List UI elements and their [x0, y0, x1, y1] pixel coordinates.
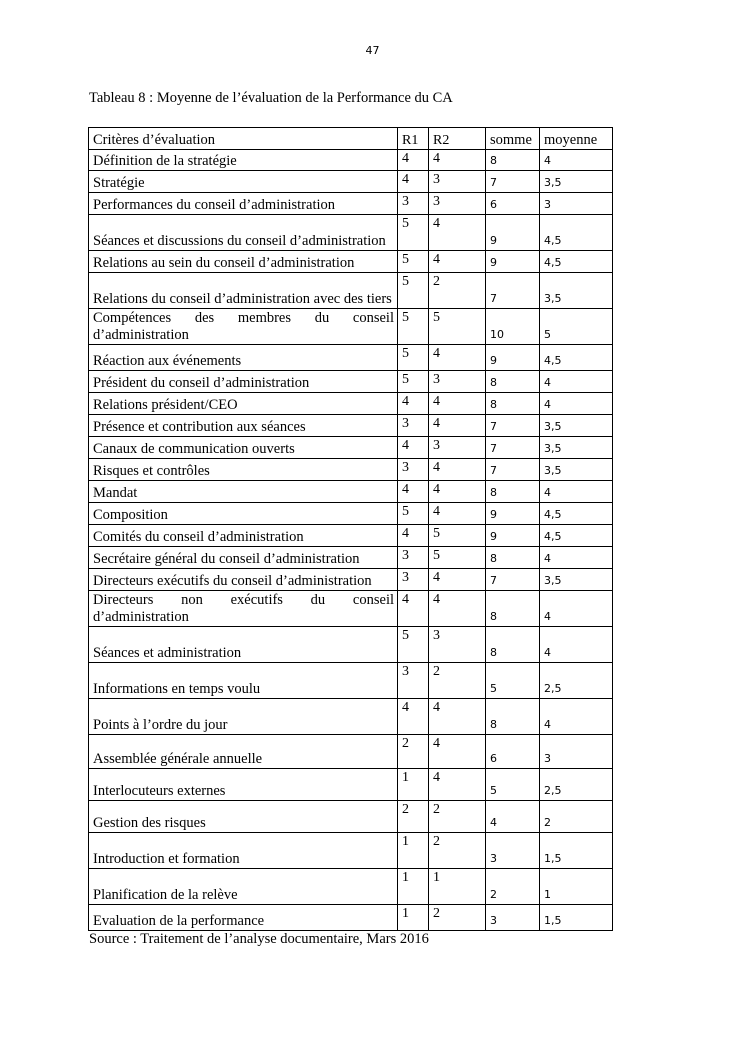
criterion-cell: Compétences des membres du conseil d’administration: [89, 309, 398, 345]
moyenne-cell: 1,5: [540, 905, 613, 931]
r2-cell: 4: [429, 569, 486, 591]
moyenne-cell: 2,5: [540, 663, 613, 699]
r1-cell: 5: [398, 627, 429, 663]
table-row: [89, 251, 613, 273]
r1-cell: 5: [398, 503, 429, 525]
r1-cell: 4: [398, 525, 429, 547]
criterion-cell: Risques et contrôles: [89, 459, 398, 481]
criterion-cell: Introduction et formation: [89, 833, 398, 869]
r2-cell: 4: [429, 735, 486, 769]
r1-cell: 3: [398, 415, 429, 437]
table-row: [89, 415, 613, 437]
somme-cell: 7: [486, 273, 540, 309]
moyenne-cell: 4,5: [540, 251, 613, 273]
r1-cell: 5: [398, 345, 429, 371]
somme-cell: 8: [486, 150, 540, 171]
r2-cell: 4: [429, 481, 486, 503]
r2-cell: 2: [429, 663, 486, 699]
moyenne-cell: 4: [540, 547, 613, 569]
r2-cell: 3: [429, 171, 486, 193]
moyenne-cell: 3: [540, 735, 613, 769]
r2-cell: 3: [429, 193, 486, 215]
r1-cell: 4: [398, 150, 429, 171]
somme-cell: 4: [486, 801, 540, 833]
table-row: [89, 393, 613, 415]
r2-cell: 4: [429, 769, 486, 801]
somme-cell: 7: [486, 415, 540, 437]
r1-cell: 5: [398, 309, 429, 345]
criterion-cell: Comités du conseil d’administration: [89, 525, 398, 547]
r1-cell: 1: [398, 769, 429, 801]
moyenne-cell: 4,5: [540, 525, 613, 547]
r2-cell: 5: [429, 547, 486, 569]
somme-cell: 7: [486, 459, 540, 481]
r1-cell: 3: [398, 193, 429, 215]
header-moyenne: moyenne: [540, 128, 613, 150]
r1-cell: 3: [398, 663, 429, 699]
moyenne-cell: 4: [540, 371, 613, 393]
moyenne-cell: 4: [540, 627, 613, 663]
moyenne-cell: 3: [540, 193, 613, 215]
somme-cell: 9: [486, 251, 540, 273]
somme-cell: 8: [486, 481, 540, 503]
r2-cell: 1: [429, 869, 486, 905]
table-row: [89, 309, 613, 345]
table-row: [89, 459, 613, 481]
criterion-cell: Relations au sein du conseil d’administration: [89, 251, 398, 273]
criterion-cell: Directeurs non exécutifs du conseil d’administration: [89, 591, 398, 627]
page-number: 47: [365, 44, 380, 57]
r2-cell: 4: [429, 699, 486, 735]
r2-cell: 4: [429, 393, 486, 415]
moyenne-cell: 3,5: [540, 273, 613, 309]
somme-cell: 8: [486, 393, 540, 415]
criterion-cell: Assemblée générale annuelle: [89, 735, 398, 769]
table-row: [89, 345, 613, 371]
r1-cell: 4: [398, 699, 429, 735]
table-row: [89, 525, 613, 547]
r2-cell: 4: [429, 415, 486, 437]
somme-cell: 5: [486, 769, 540, 801]
r2-cell: 2: [429, 801, 486, 833]
r2-cell: 3: [429, 437, 486, 459]
r1-cell: 1: [398, 833, 429, 869]
criterion-cell: Interlocuteurs externes: [89, 769, 398, 801]
criterion-cell: Secrétaire général du conseil d’administration: [89, 547, 398, 569]
moyenne-cell: 1: [540, 869, 613, 905]
moyenne-cell: 4,5: [540, 215, 613, 251]
somme-cell: 3: [486, 905, 540, 931]
criterion-cell: Evaluation de la performance: [89, 905, 398, 931]
moyenne-cell: 3,5: [540, 459, 613, 481]
somme-cell: 2: [486, 869, 540, 905]
evaluation-table: [88, 127, 613, 931]
somme-cell: 9: [486, 215, 540, 251]
r2-cell: 5: [429, 525, 486, 547]
r1-cell: 5: [398, 215, 429, 251]
r1-cell: 3: [398, 569, 429, 591]
criterion-cell: Mandat: [89, 481, 398, 503]
moyenne-cell: 4,5: [540, 345, 613, 371]
r2-cell: 2: [429, 905, 486, 931]
criterion-cell: Informations en temps voulu: [89, 663, 398, 699]
criterion-cell: Directeurs exécutifs du conseil d’administration: [89, 569, 398, 591]
table-caption: Tableau 8 : Moyenne de l’évaluation de la Performance du CA: [89, 90, 453, 106]
moyenne-cell: 3,5: [540, 437, 613, 459]
r1-cell: 4: [398, 591, 429, 627]
somme-cell: 8: [486, 699, 540, 735]
table-header-row: [89, 128, 613, 150]
moyenne-cell: 4: [540, 481, 613, 503]
r1-cell: 1: [398, 905, 429, 931]
table-row: [89, 869, 613, 905]
somme-cell: 3: [486, 833, 540, 869]
r2-cell: 4: [429, 251, 486, 273]
somme-cell: 8: [486, 627, 540, 663]
table-row: [89, 371, 613, 393]
somme-cell: 7: [486, 171, 540, 193]
somme-cell: 7: [486, 569, 540, 591]
criterion-cell: Planification de la relève: [89, 869, 398, 905]
somme-cell: 8: [486, 591, 540, 627]
r2-cell: 4: [429, 345, 486, 371]
r2-cell: 4: [429, 459, 486, 481]
moyenne-cell: 2: [540, 801, 613, 833]
criterion-cell: Président du conseil d’administration: [89, 371, 398, 393]
table-row: [89, 273, 613, 309]
table-row: [89, 769, 613, 801]
criterion-cell: Stratégie: [89, 171, 398, 193]
moyenne-cell: 3,5: [540, 415, 613, 437]
table-row: [89, 547, 613, 569]
moyenne-cell: 4,5: [540, 503, 613, 525]
table-row: [89, 735, 613, 769]
somme-cell: 6: [486, 735, 540, 769]
somme-cell: 8: [486, 371, 540, 393]
moyenne-cell: 3,5: [540, 171, 613, 193]
somme-cell: 8: [486, 547, 540, 569]
table-row: [89, 481, 613, 503]
r2-cell: 4: [429, 591, 486, 627]
criterion-cell: Séances et discussions du conseil d’administration: [89, 215, 398, 251]
header-r1: R1: [398, 128, 429, 150]
criterion-cell: Performances du conseil d’administration: [89, 193, 398, 215]
criterion-cell: Composition: [89, 503, 398, 525]
r2-cell: 3: [429, 371, 486, 393]
r1-cell: 2: [398, 735, 429, 769]
moyenne-cell: 3,5: [540, 569, 613, 591]
criterion-cell: Relations du conseil d’administration avec des tiers: [89, 273, 398, 309]
r1-cell: 2: [398, 801, 429, 833]
somme-cell: 9: [486, 345, 540, 371]
r2-cell: 4: [429, 150, 486, 171]
r1-cell: 4: [398, 437, 429, 459]
somme-cell: 10: [486, 309, 540, 345]
moyenne-cell: 4: [540, 591, 613, 627]
moyenne-cell: 5: [540, 309, 613, 345]
table-row: [89, 591, 613, 627]
moyenne-cell: 4: [540, 699, 613, 735]
r2-cell: 3: [429, 627, 486, 663]
somme-cell: 6: [486, 193, 540, 215]
moyenne-cell: 4: [540, 150, 613, 171]
somme-cell: 9: [486, 503, 540, 525]
criterion-cell: Présence et contribution aux séances: [89, 415, 398, 437]
r2-cell: 4: [429, 503, 486, 525]
criterion-cell: Réaction aux événements: [89, 345, 398, 371]
r2-cell: 2: [429, 833, 486, 869]
moyenne-cell: 2,5: [540, 769, 613, 801]
table-row: [89, 569, 613, 591]
criterion-cell: Séances et administration: [89, 627, 398, 663]
table-row: [89, 627, 613, 663]
r2-cell: 4: [429, 215, 486, 251]
criterion-cell: Relations président/CEO: [89, 393, 398, 415]
r1-cell: 4: [398, 481, 429, 503]
table-row: [89, 663, 613, 699]
table-row: [89, 150, 613, 171]
table-row: [89, 215, 613, 251]
r1-cell: 5: [398, 371, 429, 393]
moyenne-cell: 1,5: [540, 833, 613, 869]
criterion-cell: Gestion des risques: [89, 801, 398, 833]
criterion-cell: Définition de la stratégie: [89, 150, 398, 171]
header-somme: somme: [486, 128, 540, 150]
r2-cell: 5: [429, 309, 486, 345]
table-row: [89, 193, 613, 215]
table-row: [89, 801, 613, 833]
r1-cell: 5: [398, 251, 429, 273]
r1-cell: 4: [398, 171, 429, 193]
header-critere: Critères d’évaluation: [89, 128, 398, 150]
header-r2: R2: [429, 128, 486, 150]
moyenne-cell: 4: [540, 393, 613, 415]
table-row: [89, 833, 613, 869]
table-source: Source : Traitement de l’analyse documentaire, Mars 2016: [89, 931, 429, 947]
r1-cell: 1: [398, 869, 429, 905]
r1-cell: 5: [398, 273, 429, 309]
table-row: [89, 171, 613, 193]
somme-cell: 9: [486, 525, 540, 547]
r1-cell: 3: [398, 547, 429, 569]
table-row: [89, 699, 613, 735]
r1-cell: 3: [398, 459, 429, 481]
somme-cell: 5: [486, 663, 540, 699]
table-row: [89, 437, 613, 459]
criterion-cell: Canaux de communication ouverts: [89, 437, 398, 459]
criterion-cell: Points à l’ordre du jour: [89, 699, 398, 735]
r1-cell: 4: [398, 393, 429, 415]
r2-cell: 2: [429, 273, 486, 309]
table-row: [89, 503, 613, 525]
table-row: [89, 905, 613, 931]
somme-cell: 7: [486, 437, 540, 459]
